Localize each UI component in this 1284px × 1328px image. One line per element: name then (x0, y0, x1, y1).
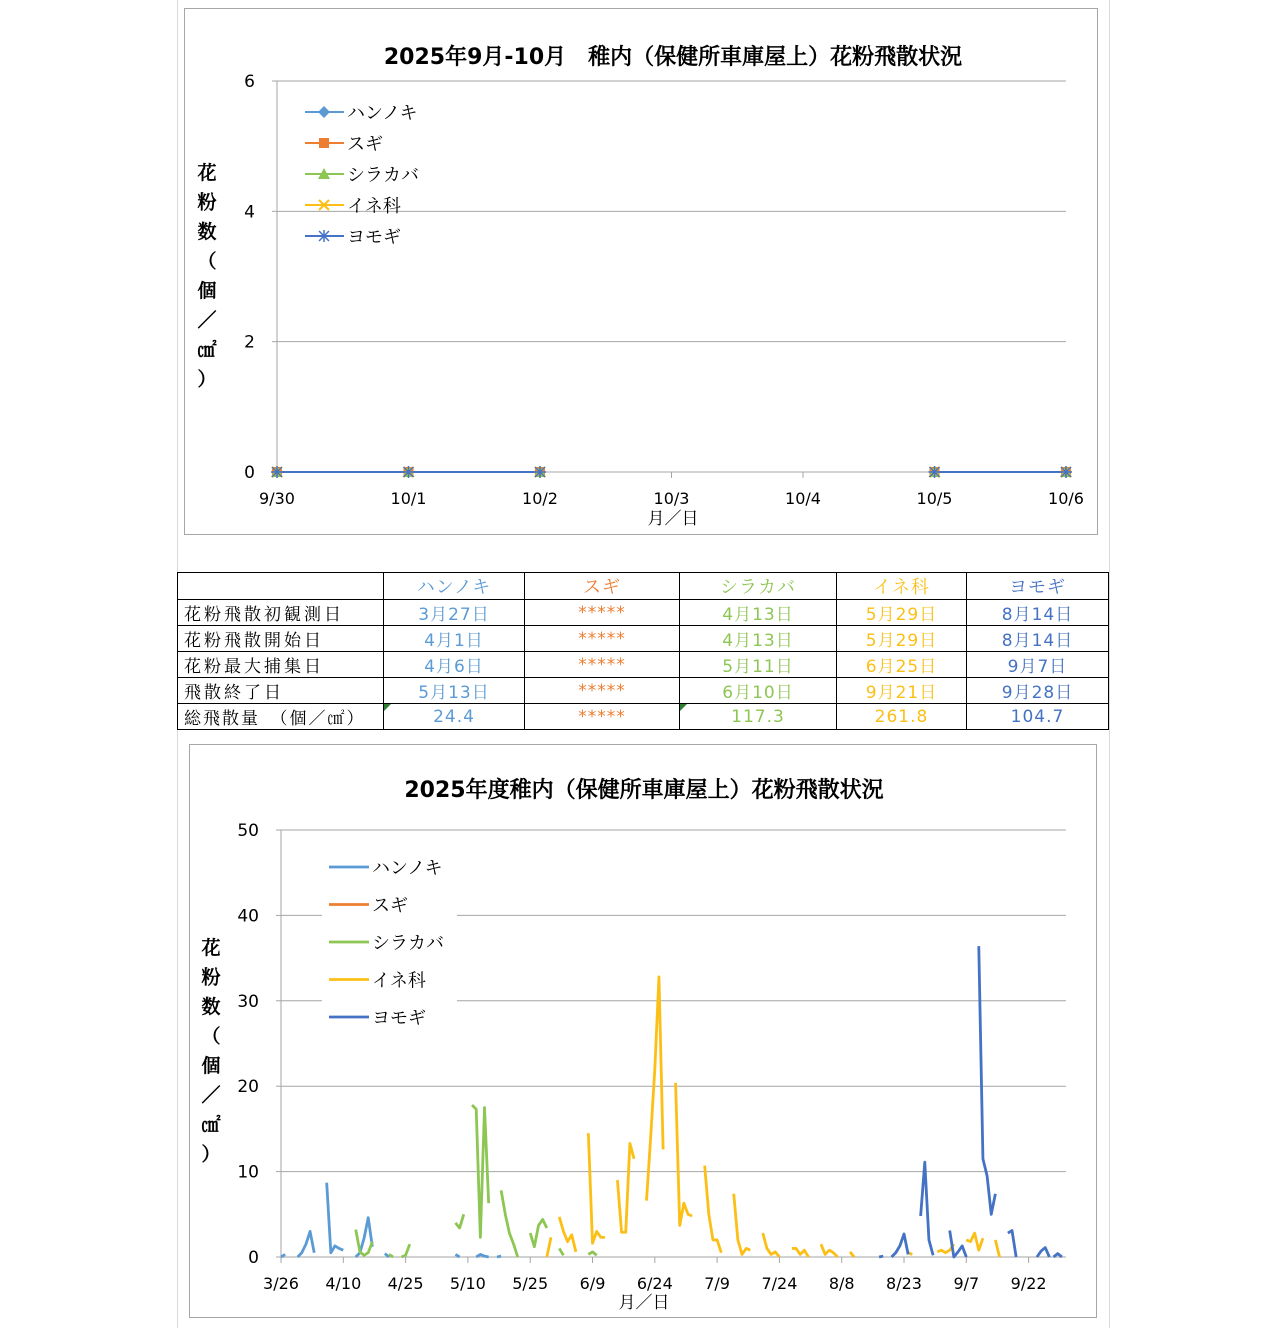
ylabel-char: 粉 (201, 966, 221, 989)
legend-item (305, 134, 383, 155)
series-line-4 (995, 1240, 999, 1257)
ylabel-char: （ (197, 250, 217, 273)
ylabel-char: 花 (197, 162, 217, 184)
ylabel-char: 個 (197, 280, 217, 302)
x-tick-label: 8/8 (828, 1274, 855, 1293)
series-line-1 (476, 1254, 488, 1257)
series-line-5 (979, 946, 996, 1214)
ylabel-char: 数 (201, 996, 221, 1018)
legend-marker-icon (318, 106, 330, 118)
x-tick-label: 10/1 (390, 489, 427, 508)
table-row (178, 652, 1109, 678)
table-header-row (178, 573, 1109, 600)
x-tick-label: 7/9 (704, 1274, 730, 1293)
table-cell: 261.8 (837, 704, 967, 730)
table-cell: 104.7 (967, 704, 1109, 730)
series-line-3 (559, 1248, 563, 1255)
x-tick-label: 5/10 (449, 1274, 486, 1293)
legend-label: スギ (372, 895, 408, 917)
x-tick-label: 3/26 (263, 1274, 299, 1293)
legend-item (305, 103, 418, 124)
ylabel-char: ／ (201, 1084, 221, 1107)
x-tick-label: 10/2 (522, 489, 558, 508)
legend-label: イネ科 (372, 970, 426, 992)
row-label: 飛散終了日 (178, 678, 384, 704)
table-cell: 4月1日 (384, 626, 525, 652)
series-line-1 (298, 1231, 315, 1257)
table-cell: 9月28日 (967, 678, 1109, 704)
ylabel-char: ） (197, 368, 217, 391)
legend-marker-icon (319, 138, 329, 148)
series-line-4 (559, 1217, 576, 1252)
x-tick-label: 7/24 (761, 1274, 798, 1293)
table-header-corner (178, 573, 384, 600)
x-tick-label: 6/24 (636, 1274, 673, 1293)
data-point-marker (403, 466, 415, 478)
x-tick-label: 5/25 (512, 1274, 549, 1293)
x-tick-label: 10/6 (1048, 489, 1084, 508)
table-cell: 8月14日 (967, 600, 1109, 626)
legend-label: スギ (347, 134, 383, 155)
series-line-4 (547, 1237, 551, 1257)
series-line-4 (676, 1083, 693, 1226)
series-line-3 (588, 1252, 596, 1255)
table-cell: 3月27日 (384, 600, 525, 626)
table-header-hannoki: ハンノキ (384, 573, 525, 600)
chart2-xlabel: 月／日 (618, 1293, 670, 1313)
series-line-1 (327, 1183, 344, 1253)
series-line-3 (530, 1219, 547, 1246)
data-point-marker (271, 466, 283, 478)
ylabel-char: ） (201, 1143, 221, 1166)
chart-season (0, 740, 1284, 1328)
table-header-shirakaba: シラカバ (680, 573, 837, 600)
ylabel-char: ㎠ (197, 339, 217, 361)
series-line-3 (501, 1190, 518, 1257)
table-cell: ***** (525, 652, 680, 678)
row-label: 花粉最大捕集日 (178, 652, 384, 678)
y-tick-label: 20 (237, 1077, 259, 1098)
ylabel-char: （ (201, 1025, 221, 1048)
table-cell: 117.3 (680, 704, 837, 730)
series-line-4 (705, 1166, 722, 1253)
pollen-summary-table (177, 572, 1109, 730)
legend-label: ハンノキ (347, 103, 418, 124)
table-cell: ***** (525, 600, 680, 626)
series-line-5 (892, 1234, 909, 1257)
table-cell: ***** (525, 678, 680, 704)
series-line-4 (734, 1194, 751, 1255)
legend-label: シラカバ (347, 165, 419, 186)
table-cell: 6月10日 (680, 678, 837, 704)
series-line-3 (401, 1244, 409, 1257)
series-line-4 (821, 1244, 838, 1257)
table-cell: 5月29日 (837, 600, 967, 626)
y-tick-label: 4 (244, 202, 255, 223)
series-line-3 (455, 1214, 463, 1228)
row-label: 総飛散量 （個／㎠） (178, 704, 384, 730)
chart-sep-oct (0, 0, 1284, 540)
y-tick-label: 2 (244, 332, 255, 353)
chart1-xlabel: 月／日 (647, 509, 699, 529)
ylabel-char: ／ (197, 309, 217, 332)
table-cell: 4月6日 (384, 652, 525, 678)
y-tick-label: 40 (237, 906, 259, 927)
legend-item (305, 196, 401, 217)
table-cell: 6月25日 (837, 652, 967, 678)
table-cell: 8月14日 (967, 626, 1109, 652)
ylabel-char: 個 (201, 1055, 221, 1077)
x-tick-label: 10/5 (916, 489, 953, 508)
x-tick-label: 9/30 (259, 489, 295, 508)
series-line-5 (1054, 1254, 1062, 1257)
table-cell: 9月7日 (967, 652, 1109, 678)
legend-label: ハンノキ (372, 858, 443, 879)
series-line-4 (588, 1133, 605, 1243)
series-line-1 (497, 1256, 501, 1257)
y-tick-label: 0 (244, 463, 255, 483)
table-cell: 24.4 (384, 704, 525, 730)
legend-label: イネ科 (347, 196, 401, 217)
chart2-title: 2025年度稚内（保健所車庫屋上）花粉飛散状況 (404, 778, 884, 803)
series-line-5 (879, 1256, 883, 1257)
x-tick-label: 10/4 (785, 489, 821, 508)
row-label: 花粉飛散初観測日 (178, 600, 384, 626)
series-line-4 (763, 1233, 780, 1257)
legend-label: ヨモギ (347, 227, 401, 248)
table-cell: 5月13日 (384, 678, 525, 704)
data-point-marker (534, 466, 546, 478)
ylabel-char: 粉 (197, 191, 217, 214)
legend-item (305, 165, 419, 186)
legend-label: ヨモギ (372, 1008, 426, 1029)
row-label: 花粉飛散開始日 (178, 626, 384, 652)
series-line-1 (385, 1254, 389, 1257)
legend-item (305, 227, 401, 248)
x-tick-label: 4/10 (325, 1274, 362, 1293)
series-line-4 (792, 1248, 809, 1257)
table-cell: 5月11日 (680, 652, 837, 678)
series-line-5 (1037, 1248, 1049, 1257)
x-tick-label: 10/3 (653, 489, 690, 508)
x-tick-label: 9/22 (1010, 1274, 1047, 1293)
table-cell: 9月21日 (837, 678, 967, 704)
table-header-ine: イネ科 (837, 573, 967, 600)
table-row (178, 704, 1109, 730)
table-header-sugi: スギ (525, 573, 680, 600)
table-row (178, 678, 1109, 704)
y-tick-label: 30 (237, 991, 259, 1012)
table-row (178, 626, 1109, 652)
ylabel-char: 数 (197, 221, 217, 243)
ylabel-char: ㎠ (201, 1114, 221, 1136)
table-cell: 4月13日 (680, 626, 837, 652)
legend-marker-icon (318, 230, 330, 242)
table-cell: 5月29日 (837, 626, 967, 652)
data-point-marker (1060, 466, 1072, 478)
series-line-4 (850, 1252, 854, 1257)
x-tick-label: 9/7 (953, 1274, 980, 1293)
series-line-5 (1008, 1231, 1016, 1257)
table-cell: 4月13日 (680, 600, 837, 626)
series-line-4 (966, 1233, 983, 1250)
table-row (178, 600, 1109, 626)
data-point-marker (929, 466, 941, 478)
series-line-5 (921, 1162, 933, 1255)
y-tick-label: 6 (244, 72, 255, 92)
series-line-4 (647, 977, 664, 1201)
legend-label: シラカバ (372, 933, 444, 954)
series-line-5 (950, 1231, 967, 1257)
x-tick-label: 6/9 (579, 1274, 606, 1293)
y-tick-label: 0 (248, 1248, 259, 1268)
y-tick-label: 10 (237, 1162, 259, 1183)
y-tick-label: 50 (237, 821, 259, 841)
ylabel-char: 花 (201, 937, 221, 959)
table-header-yomogi: ヨモギ (967, 573, 1109, 600)
table-cell: ***** (525, 626, 680, 652)
table-cell: ***** (525, 704, 680, 730)
x-tick-label: 8/23 (886, 1274, 922, 1293)
x-tick-label: 4/25 (387, 1274, 424, 1293)
chart1-title: 2025年9月-10月 稚内（保健所車庫屋上）花粉飛散状況 (383, 45, 963, 70)
series-line-4 (617, 1143, 634, 1232)
